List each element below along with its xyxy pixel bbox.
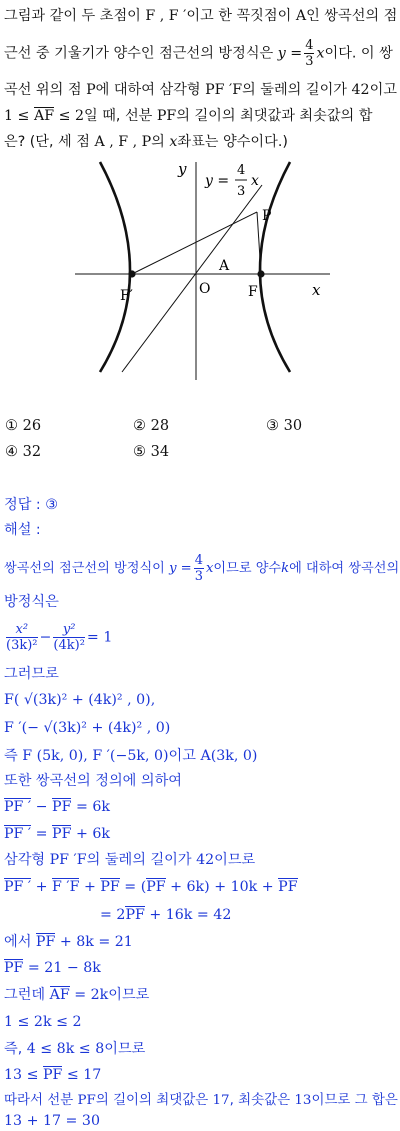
math: F , F ′: [145, 8, 187, 24]
segment: PF: [146, 879, 166, 895]
text: 따라서 선분: [4, 1093, 78, 1108]
text: 이므로: [104, 1041, 146, 1057]
math: ≤ 2: [58, 108, 84, 124]
text: , 최솟값은: [229, 1093, 295, 1108]
math: 4 ≤ 8k ≤ 8: [26, 1041, 105, 1057]
segment: PF: [35, 934, 56, 950]
op: =: [31, 826, 53, 842]
hyperbola-right-branch: [260, 162, 290, 372]
point-F: [257, 270, 264, 277]
numerator: x²: [6, 622, 38, 638]
denominator: (4k)²: [53, 638, 85, 653]
solution-line-15: [4, 958, 101, 978]
text: 의 둘레의 길이가: [242, 82, 352, 98]
math: PF ′F: [205, 82, 243, 98]
problem-line-1: [4, 6, 397, 26]
x-axis-label: x: [312, 281, 321, 299]
choice-value: 26: [22, 418, 42, 434]
text: 쌍곡선의 점근선의 방정식이: [4, 561, 170, 576]
answer-value: ③: [45, 497, 58, 513]
asymptote-line: [122, 185, 262, 372]
op: −: [31, 799, 53, 815]
text: 이므로: [108, 987, 150, 1003]
math: + 6k) + 10k +: [165, 879, 279, 895]
text: 에서: [4, 934, 36, 950]
segment: PF: [100, 879, 120, 895]
solution-line-16: [4, 985, 149, 1005]
math: x: [169, 134, 178, 150]
hyperbola-left-branch: [100, 162, 130, 372]
denominator: 3: [305, 54, 314, 69]
minus: −: [39, 629, 52, 646]
choice-number: ①: [5, 418, 18, 434]
solution-line-5: F( √(3k)² + (4k)² , 0),: [4, 692, 156, 708]
fraction: [304, 38, 314, 69]
text: 이고: [369, 82, 397, 98]
segment-AF: AF: [33, 108, 55, 124]
solution-line-2: 방정식은: [4, 594, 59, 610]
math: F (5k, 0), F ′(−5k, 0): [22, 748, 169, 764]
math: 1 ≤: [4, 108, 30, 124]
text: 의 둘레의 길이가: [86, 852, 197, 868]
explanation-label: 해설 :: [4, 522, 41, 538]
solution-line-21: 13 + 17 = 30: [4, 1113, 100, 1129]
equation-denominator: 3: [237, 184, 246, 199]
math: = 2k: [69, 987, 109, 1003]
choice-2[interactable]: [133, 418, 169, 434]
solution-line-11: [4, 850, 255, 870]
equation-numerator: 4: [237, 163, 246, 178]
problem-line-4: [4, 106, 372, 126]
hyperbola-figure: [0, 150, 400, 390]
text: 에 대하여 쌍곡선의: [289, 561, 400, 576]
math: = 6k: [71, 799, 110, 815]
text: 에 대하여 삼각형: [95, 82, 206, 98]
solution-line-17: 1 ≤ 2k ≤ 2: [4, 1014, 82, 1030]
problem-line-2: [4, 38, 393, 69]
y-axis-label: y: [178, 160, 187, 178]
math: k: [281, 561, 290, 576]
segment: PF: [42, 1067, 63, 1083]
segment: PF: [125, 907, 145, 923]
point-Fp: [128, 270, 135, 277]
text: 이므로 그 합은: [311, 1093, 398, 1108]
math: A(3k, 0): [200, 748, 258, 764]
choice-1[interactable]: [5, 418, 41, 434]
choice-value: 34: [150, 444, 170, 460]
segment: PF: [52, 799, 72, 815]
text: 곡선 위의 점: [4, 82, 87, 98]
choice-number: ②: [133, 418, 146, 434]
text: 삼각형: [4, 852, 50, 868]
math: x: [205, 561, 214, 576]
choice-3[interactable]: [266, 418, 302, 434]
choice-5[interactable]: [133, 444, 169, 460]
math: + 6k: [71, 826, 110, 842]
choice-4[interactable]: [5, 444, 41, 460]
problem-line-3: [4, 80, 397, 100]
text: 근선 중 기울기가 양수인 점근선의 방정식은: [4, 45, 278, 62]
numerator: 4: [305, 38, 314, 53]
text: 의 길이의 최댓값과 최솟값의 합: [176, 108, 373, 124]
text: 그런데: [4, 987, 50, 1003]
text: 즉: [4, 748, 23, 764]
choice-number: ④: [5, 444, 18, 460]
text: 의 길이의 최댓값은: [95, 1093, 213, 1108]
text: 의: [151, 134, 170, 150]
math: P: [86, 82, 96, 98]
fraction: [194, 553, 204, 584]
answer-label: 정답 :: [4, 497, 46, 513]
solution-line-18: [4, 1039, 145, 1059]
solution-line-20: [4, 1091, 398, 1111]
choice-number: ⑤: [133, 444, 146, 460]
segment: PF ′: [4, 799, 32, 815]
op: +: [31, 879, 53, 895]
solution-line-8: 또한 쌍곡선의 정의에 의하여: [4, 773, 182, 789]
solution-line-6: F ′(− √(3k)² + (4k)² , 0): [4, 720, 171, 736]
problem-line-5: [4, 132, 288, 152]
label-Fp: F′: [120, 288, 133, 304]
segment: PF ′: [4, 826, 32, 842]
label-A: A: [219, 258, 230, 274]
math: + 8k = 21: [55, 934, 133, 950]
denominator: 3: [194, 569, 203, 584]
choice-value: 32: [22, 444, 42, 460]
math: PF: [156, 108, 177, 124]
segment: PF: [4, 960, 24, 976]
op: +: [79, 879, 101, 895]
math: A , F , P: [94, 134, 152, 150]
solution-line-14: [4, 932, 133, 952]
math: PF ′F: [49, 852, 87, 868]
math: = 21 − 8k: [23, 960, 101, 976]
text: 이므로: [214, 852, 256, 868]
text: 은? (단, 세 점: [4, 134, 95, 150]
segment: PF: [278, 879, 298, 895]
equals: = 1: [86, 629, 113, 646]
solution-line-12: [4, 877, 298, 897]
solution-line-10: [4, 824, 110, 844]
label-F: F: [248, 284, 258, 300]
text: 즉,: [4, 1041, 27, 1057]
math: = 2: [100, 907, 126, 923]
choice-value: 30: [283, 418, 303, 434]
segment: PF: [52, 826, 72, 842]
solution-line-19: [4, 1065, 101, 1085]
numerator: 4: [194, 553, 203, 568]
segment-PFp: [132, 212, 257, 274]
text: 좌표는 양수이다.): [177, 134, 288, 150]
math: y =: [169, 561, 192, 576]
answer-line: [4, 495, 58, 515]
text: 인 쌍곡선의 점: [306, 8, 398, 24]
math: 42: [351, 82, 370, 98]
text: 이므로 양수: [213, 561, 282, 576]
equation-x: x: [251, 173, 259, 189]
math: 42: [196, 852, 215, 868]
text: 그림과 같이 두 초점이: [4, 8, 146, 24]
math: y =: [277, 45, 303, 62]
text: 일 때, 선분: [84, 108, 157, 124]
denominator: (3k)²: [6, 638, 38, 653]
text: 이고 한 꼭짓점이: [186, 8, 296, 24]
math: 13: [294, 1093, 312, 1108]
equation-y: y =: [205, 173, 230, 189]
solution-line-1: [4, 553, 399, 584]
math: 13 ≤: [4, 1067, 43, 1083]
solution-line-3: [4, 622, 112, 653]
solution-line-7: [4, 746, 257, 766]
text: 이고: [168, 748, 201, 764]
solution-line-4: 그러므로: [4, 666, 59, 682]
math: ≤ 17: [62, 1067, 102, 1083]
op: = (: [119, 879, 147, 895]
segment: PF ′: [4, 879, 32, 895]
choice-value: 28: [150, 418, 170, 434]
segment: AF: [49, 987, 70, 1003]
text: 이다. 이 쌍: [324, 45, 393, 62]
fraction-y: [53, 622, 85, 653]
fraction-x: [6, 622, 38, 653]
math: A: [295, 8, 307, 24]
segment: F ′F: [52, 879, 80, 895]
solution-line-13: [100, 905, 231, 925]
math: PF: [77, 1093, 96, 1108]
math: x: [316, 45, 325, 62]
math: 17: [212, 1093, 230, 1108]
label-P: P: [262, 208, 272, 224]
solution-line-9: [4, 797, 110, 817]
origin-label: O: [199, 281, 211, 297]
numerator: y²: [53, 622, 85, 638]
choice-number: ③: [266, 418, 279, 434]
math: + 16k = 42: [144, 907, 232, 923]
